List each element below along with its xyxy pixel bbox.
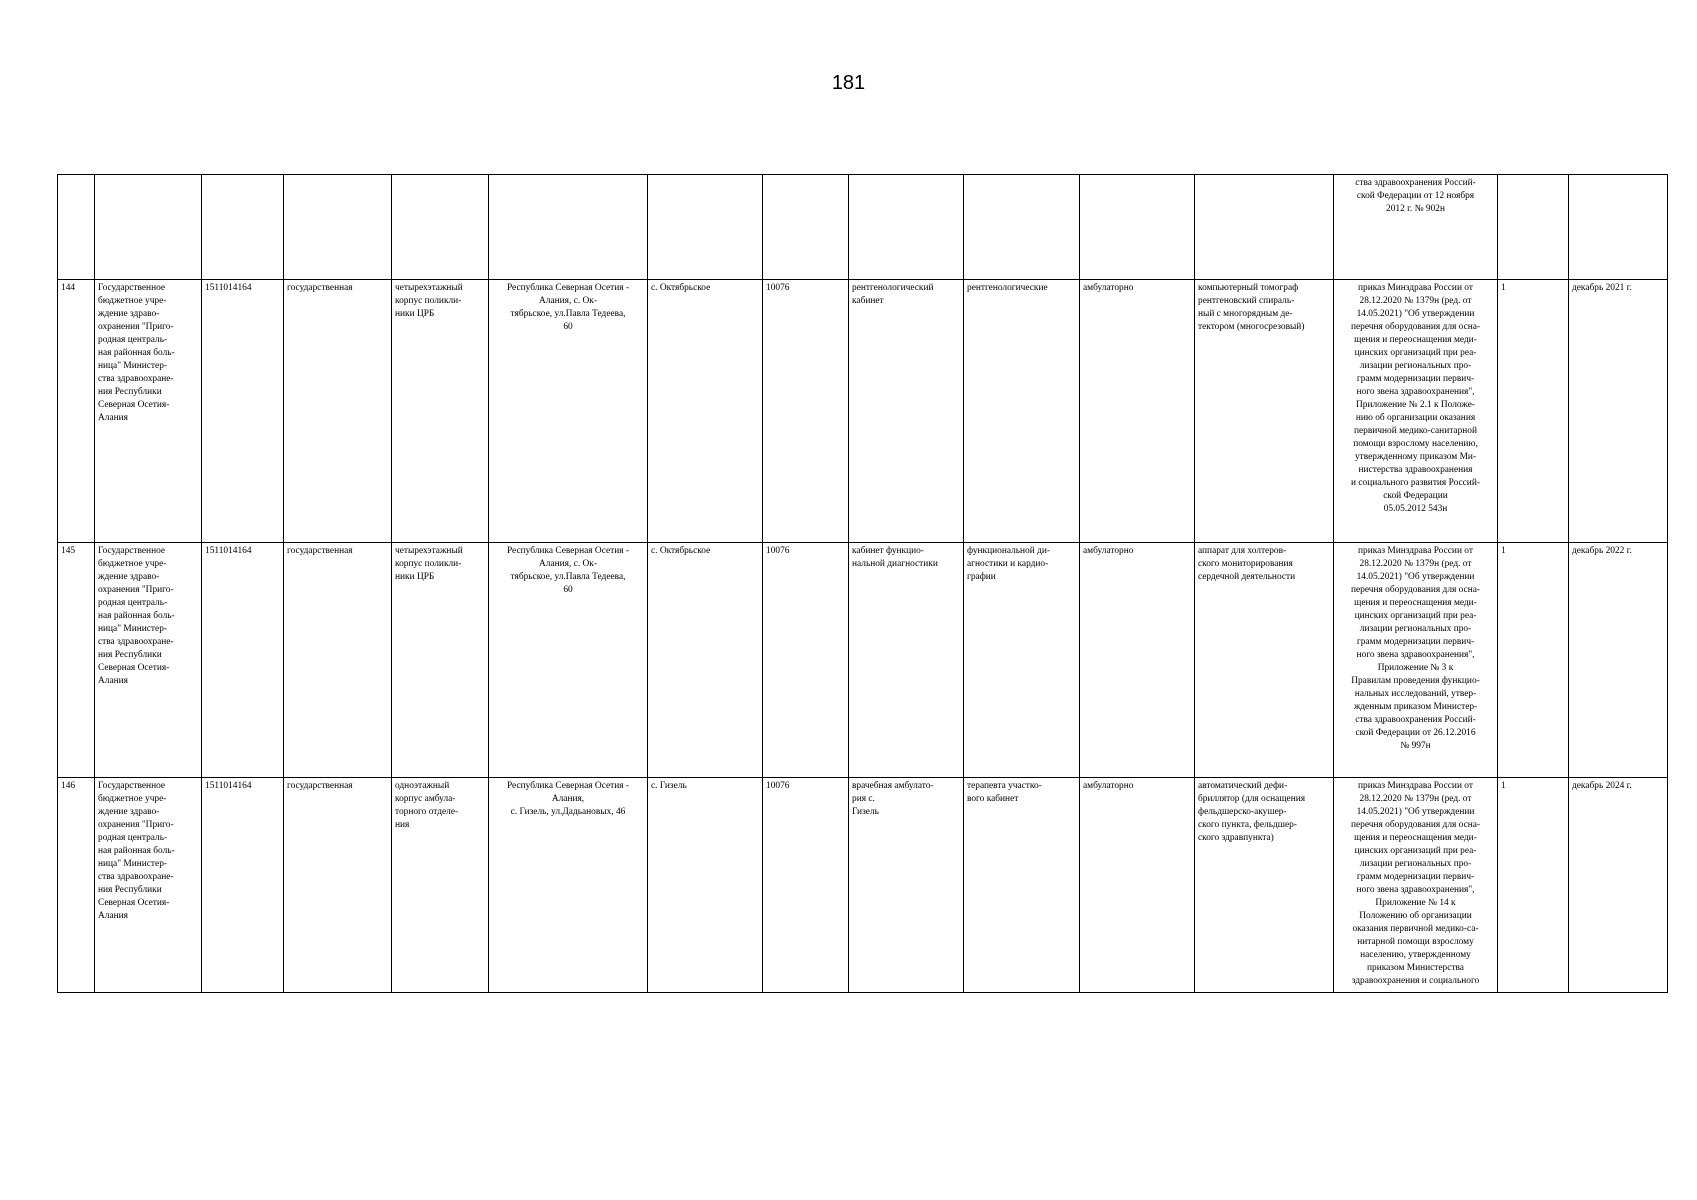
cell-document: приказ Минздрава России от 28.12.2020 № 1379н (ред. от 14.05.2021) "Об утверждении перечня оборудования для осна- щения и переоснащения меди- цинских организаций при реа- лизации региональных про- грамм модернизации первич- ного звена здравоохранения", Приложение № 3 к Правилам проведения функцио- нальных исследований, утвер- жденным приказом Министер- ства здравоохранения Россий- ской Федерации от 26.12.2016 № 997н [1334, 543, 1498, 778]
cell-organization: Государственное бюджетное учре- ждение здраво- охранения "Приго- родная централь- ная районная боль- ница" Министер- ства здравоохране- ния Республики Северная Осетия- Алания [95, 280, 202, 543]
cell-ownership: государственная [284, 543, 392, 778]
cell-profile: рентгенологические [964, 280, 1080, 543]
cell-quantity [1498, 175, 1569, 280]
cell-deadline: декабрь 2024 г. [1569, 778, 1668, 993]
cell-document: ства здравоохранения Россий- ской Федерации от 12 ноября 2012 г. № 902н [1334, 175, 1498, 280]
cell-building: одноэтажный корпус амбула- торного отделе- ния [392, 778, 489, 993]
cell-organization: Государственное бюджетное учре- ждение здраво- охранения "Приго- родная централь- ная районная боль- ница" Министер- ства здравоохране- ния Республики Северная Осетия- Алания [95, 778, 202, 993]
cell-postal [763, 175, 849, 280]
cell-profile: терапевта участко- вого кабинет [964, 778, 1080, 993]
equipment-registry-table [57, 174, 1668, 993]
cell-postal: 10076 [763, 280, 849, 543]
cell-profile: функциональной ди- агностики и кардио- графии [964, 543, 1080, 778]
cell-address [489, 175, 648, 280]
cell-equipment: аппарат для холтеров- ского мониторирования сердечной деятельности [1195, 543, 1334, 778]
cell-unit [849, 175, 964, 280]
table-row [58, 543, 1668, 778]
cell-document: приказ Минздрава России от 28.12.2020 № 1379н (ред. от 14.05.2021) "Об утверждении перечня оборудования для осна- щения и переоснащения меди- цинских организаций при реа- лизации региональных про- грамм модернизации первич- ного звена здравоохранения", Приложение № 14 к Положению об организации оказания первичной медико-са- нитарной помощи взрослому населению, утвержденному приказом Министерства здравоохранения и социального [1334, 778, 1498, 993]
cell-num: 144 [58, 280, 95, 543]
cell-locality: с. Октябрьское [648, 280, 763, 543]
cell-unit: рентгенологический кабинет [849, 280, 964, 543]
cell-unit: врачебная амбулато- рия с. Гизель [849, 778, 964, 993]
cell-ownership: государственная [284, 778, 392, 993]
cell-unit: кабинет функцио- нальной диагностики [849, 543, 964, 778]
cell-locality: с. Октябрьское [648, 543, 763, 778]
cell-code [202, 175, 284, 280]
cell-quantity: 1 [1498, 778, 1569, 993]
cell-address: Республика Северная Осетия - Алания, с. Ок- тябрьское, ул.Павла Тедеева, 60 [489, 543, 648, 778]
cell-organization: Государственное бюджетное учре- ждение здраво- охранения "Приго- родная централь- ная районная боль- ница" Министер- ства здравоохране- ния Республики Северная Осетия- Алания [95, 543, 202, 778]
cell-care-form: амбулаторно [1080, 543, 1195, 778]
cell-code: 1511014164 [202, 280, 284, 543]
cell-quantity: 1 [1498, 280, 1569, 543]
cell-equipment: автоматический дефи- бриллятор (для оснащения фельдшерско-акушер- ского пункта, фельдшер- ского здравпункта) [1195, 778, 1334, 993]
cell-profile [964, 175, 1080, 280]
cell-ownership [284, 175, 392, 280]
table-row [58, 778, 1668, 993]
cell-code: 1511014164 [202, 778, 284, 993]
cell-postal: 10076 [763, 778, 849, 993]
cell-address: Республика Северная Осетия - Алания, с. Ок- тябрьское, ул.Павла Тедеева, 60 [489, 280, 648, 543]
cell-num [58, 175, 95, 280]
cell-equipment [1195, 175, 1334, 280]
cell-address: Республика Северная Осетия - Алания, с. Гизель, ул.Дадьановых, 46 [489, 778, 648, 993]
page-number: 181 [831, 72, 866, 94]
cell-num: 145 [58, 543, 95, 778]
cell-equipment: компьютерный томограф рентгеновский спираль- ный с многорядным де- тектором (многосрезовый) [1195, 280, 1334, 543]
cell-locality: с. Гизель [648, 778, 763, 993]
cell-care-form: амбулаторно [1080, 280, 1195, 543]
cell-locality [648, 175, 763, 280]
cell-deadline: декабрь 2022 г. [1569, 543, 1668, 778]
cell-quantity: 1 [1498, 543, 1569, 778]
cell-deadline: декабрь 2021 г. [1569, 280, 1668, 543]
cell-deadline [1569, 175, 1668, 280]
cell-building: четырехэтажный корпус поликли- ники ЦРБ [392, 543, 489, 778]
cell-care-form [1080, 175, 1195, 280]
cell-care-form: амбулаторно [1080, 778, 1195, 993]
cell-code: 1511014164 [202, 543, 284, 778]
cell-ownership: государственная [284, 280, 392, 543]
cell-building [392, 175, 489, 280]
table-row-continuation [58, 175, 1668, 280]
cell-document: приказ Минздрава России от 28.12.2020 № 1379н (ред. от 14.05.2021) "Об утверждении перечня оборудования для осна- щения и переоснащения меди- цинских организаций при реа- лизации региональных про- грамм модернизации первич- ного звена здравоохранения", Приложение № 2.1 к Положе- нию об организации оказания первичной медико-санитарной помощи взрослому населению, утвержденному приказом Ми- нистерства здравоохранения и социального развития Россий- ской Федерации 05.05.2012 543н [1334, 280, 1498, 543]
cell-postal: 10076 [763, 543, 849, 778]
cell-organization [95, 175, 202, 280]
table-row [58, 280, 1668, 543]
cell-num: 146 [58, 778, 95, 993]
cell-building: четырехэтажный корпус поликли- ники ЦРБ [392, 280, 489, 543]
